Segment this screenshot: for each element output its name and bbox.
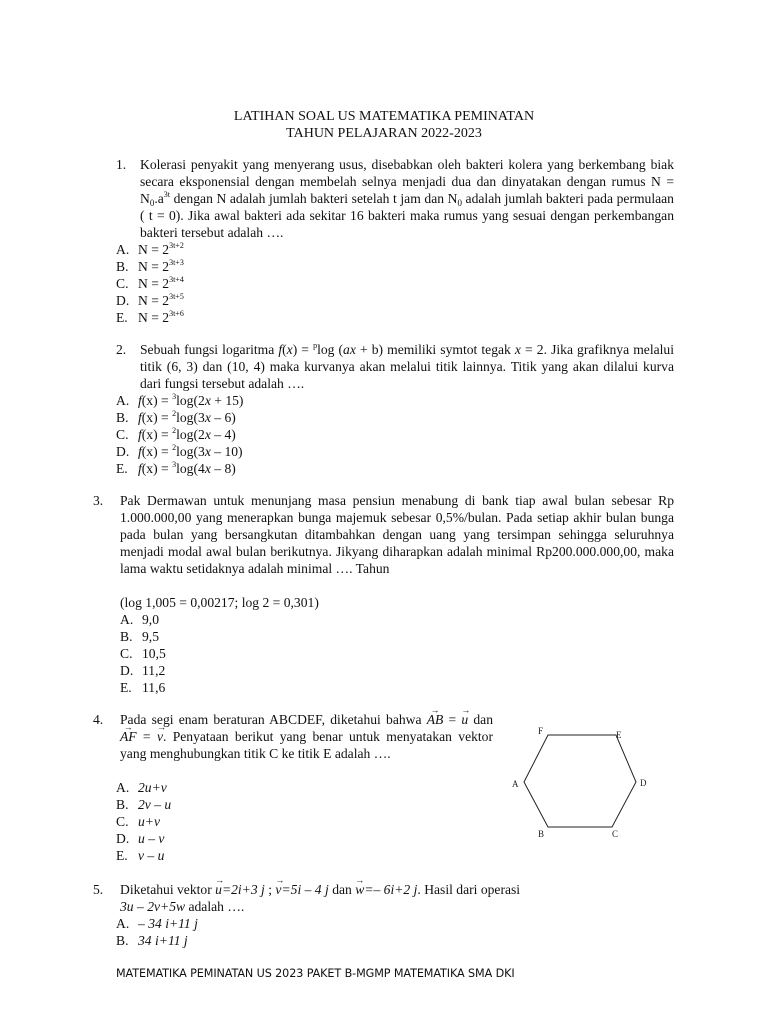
answer-option-d[interactable] bbox=[120, 662, 165, 679]
option-text: f(x) = $^2$log(2x – 4) bbox=[138, 426, 236, 442]
answer-option-c[interactable] bbox=[120, 645, 166, 662]
option-text: $N = 2^{3t+6}$ bbox=[138, 309, 184, 325]
answer-option-d[interactable] bbox=[116, 830, 164, 847]
question-number: 5. bbox=[93, 882, 104, 897]
option-letter: A. bbox=[116, 780, 130, 795]
hexagon-label-d: D bbox=[640, 778, 647, 788]
question-text: Sebuah fungsi logaritma f(x) = $^p$log (ax + b) memiliki symtot tegak x = 2. Jika grafiknya melalui titik (6, 3) dan (10, 4) maka kurvanya akan melalui titik lainnya. Titik yang akan dilalui kurva dari fungsi tersebut adalah …. bbox=[140, 341, 674, 391]
hexagon-label-c: C bbox=[612, 829, 619, 839]
title-line-2: TAHUN PELAJARAN 2022-2023 bbox=[286, 126, 482, 141]
question-text: Kolerasi penyakit yang menyerang usus, disebabkan oleh bakteri kolera yang berkembang biak secara eksponensial dengan membelah selnya menjadi dua dan dinyatakan dengan rumus $N = N_0.a^{3t}$ dengan N adalah jumlah bakteri setelah t jam dan $N_0$ adalah jumlah bakteri pada permulaan ( t = 0). Jika awal bakteri ada sekitar 16 bakteri maka rumus yang sesuai dengan perkembangan bakteri tersebut adalah …. bbox=[140, 157, 674, 240]
title-line-1: LATIHAN SOAL US MATEMATIKA PEMINATAN bbox=[233, 109, 535, 124]
option-letter: C. bbox=[120, 646, 133, 661]
document-title bbox=[0, 108, 768, 142]
option-text: 9,5 bbox=[142, 629, 159, 644]
answer-option-c[interactable] bbox=[116, 813, 160, 830]
question-text: Pada segi enam beraturan ABCDEF, diketahui bahwa → AB = → u dan → AF = → v. Penyataan berikut yang benar untuk menyatakan vektor yang menghubungkan titik C ke titik E adalah …. bbox=[120, 711, 493, 762]
option-text: 11,6 bbox=[142, 680, 166, 695]
option-letter: E. bbox=[116, 310, 128, 325]
question-number: 1. bbox=[116, 157, 127, 172]
option-text: f(x) = $^2$log(3x – 6) bbox=[138, 409, 236, 425]
option-letter: C. bbox=[116, 814, 129, 829]
option-letter: D. bbox=[116, 293, 130, 308]
option-letter: A. bbox=[116, 393, 130, 408]
option-text: f(x) = $^2$log(3x – 10) bbox=[138, 443, 243, 459]
option-letter: B. bbox=[116, 933, 129, 948]
option-text: $N = 2^{3t+3}$ bbox=[138, 258, 184, 274]
option-text: f(x) = $^3$log(4x – 8) bbox=[138, 460, 236, 476]
option-letter: B. bbox=[116, 410, 129, 425]
option-text: 2u+v bbox=[138, 780, 167, 795]
answer-option-a[interactable] bbox=[116, 241, 184, 258]
option-letter: A. bbox=[120, 612, 134, 627]
option-letter: B. bbox=[120, 629, 133, 644]
page-footer: MATEMATIKA PEMINATAN US 2023 PAKET B-MGMP MATEMATIKA SMA DKI bbox=[116, 967, 515, 980]
option-text: $N = 2^{3t+5}$ bbox=[138, 292, 184, 308]
option-letter: D. bbox=[116, 831, 130, 846]
answer-option-e[interactable] bbox=[120, 679, 165, 696]
answer-option-e[interactable] bbox=[116, 309, 184, 326]
hexagon-shape bbox=[524, 735, 636, 827]
option-letter: C. bbox=[116, 427, 129, 442]
hexagon-label-e: E bbox=[616, 730, 622, 740]
option-letter: B. bbox=[116, 259, 129, 274]
answer-option-a[interactable] bbox=[116, 392, 243, 409]
option-letter: E. bbox=[120, 680, 132, 695]
question-number: 2. bbox=[116, 342, 127, 357]
answer-option-d[interactable] bbox=[116, 443, 243, 460]
hexagon-diagram bbox=[508, 722, 658, 844]
answer-option-b[interactable] bbox=[116, 796, 171, 813]
answer-option-e[interactable] bbox=[116, 460, 236, 477]
option-text: $N = 2^{3t+2}$ bbox=[138, 241, 184, 257]
option-letter: C. bbox=[116, 276, 129, 291]
option-text: 2v – u bbox=[138, 797, 172, 812]
option-letter: E. bbox=[116, 848, 128, 863]
answer-option-b[interactable] bbox=[120, 628, 159, 645]
option-text: u+v bbox=[138, 814, 161, 829]
hexagon-label-f: F bbox=[538, 726, 544, 736]
option-letter: A. bbox=[116, 916, 130, 931]
hexagon-label-a: A bbox=[512, 779, 519, 789]
question-number: 3. bbox=[93, 493, 104, 508]
option-text: $N = 2^{3t+4}$ bbox=[138, 275, 184, 291]
option-letter: B. bbox=[116, 797, 129, 812]
option-letter: D. bbox=[116, 444, 130, 459]
answer-option-a[interactable] bbox=[116, 915, 198, 932]
question-number: 4. bbox=[93, 712, 104, 727]
hexagon-label-b: B bbox=[538, 829, 545, 839]
option-text: 34 i+11 j bbox=[138, 933, 188, 948]
question-text: Pak Dermawan untuk menunjang masa pensiun menabung di bank tiap awal bulan sebesar Rp 1.000.000,00 yang menerapkan bunga majemuk sebesar 0,5%/bulan. Pada setiap akhir bulan bunga pada bulan yang bersangkutan ditambahkan dengan uang yang tersimpan sehingga seluruhnya menjadi modal awal bulan berikutnya. Jikyang diharapkan adalah minimal Rp200.000.000,00, maka lama waktu setidaknya adalah minimal …. Tahun bbox=[120, 493, 674, 576]
answer-option-b[interactable] bbox=[116, 409, 236, 426]
question-text: Diketahui vektor → u=2i+3 j ; → v=5i – 4 j dan → w=– 6i+2 j. Hasil dari operasi 3u – 2v+5w adalah …. bbox=[120, 881, 674, 915]
option-text: u – v bbox=[138, 831, 165, 846]
option-text: 10,5 bbox=[142, 646, 166, 661]
answer-option-d[interactable] bbox=[116, 292, 184, 309]
answer-option-c[interactable] bbox=[116, 275, 184, 292]
option-text: – 34 i+11 j bbox=[138, 916, 198, 931]
option-letter: A. bbox=[116, 242, 130, 257]
option-letter: E. bbox=[116, 461, 128, 476]
option-text: 11,2 bbox=[142, 663, 166, 678]
answer-option-a[interactable] bbox=[120, 611, 159, 628]
answer-option-b[interactable] bbox=[116, 932, 188, 949]
option-text: v – u bbox=[138, 848, 165, 863]
answer-option-b[interactable] bbox=[116, 258, 184, 275]
answer-option-c[interactable] bbox=[116, 426, 236, 443]
option-text: 9,0 bbox=[142, 612, 159, 627]
option-text: f(x) = $^3$log(2x + 15) bbox=[138, 392, 244, 408]
answer-option-e[interactable] bbox=[116, 847, 164, 864]
answer-option-a[interactable] bbox=[116, 779, 167, 796]
question-hint: (log 1,005 = 0,00217; log 2 = 0,301) bbox=[120, 595, 319, 610]
option-letter: D. bbox=[120, 663, 134, 678]
